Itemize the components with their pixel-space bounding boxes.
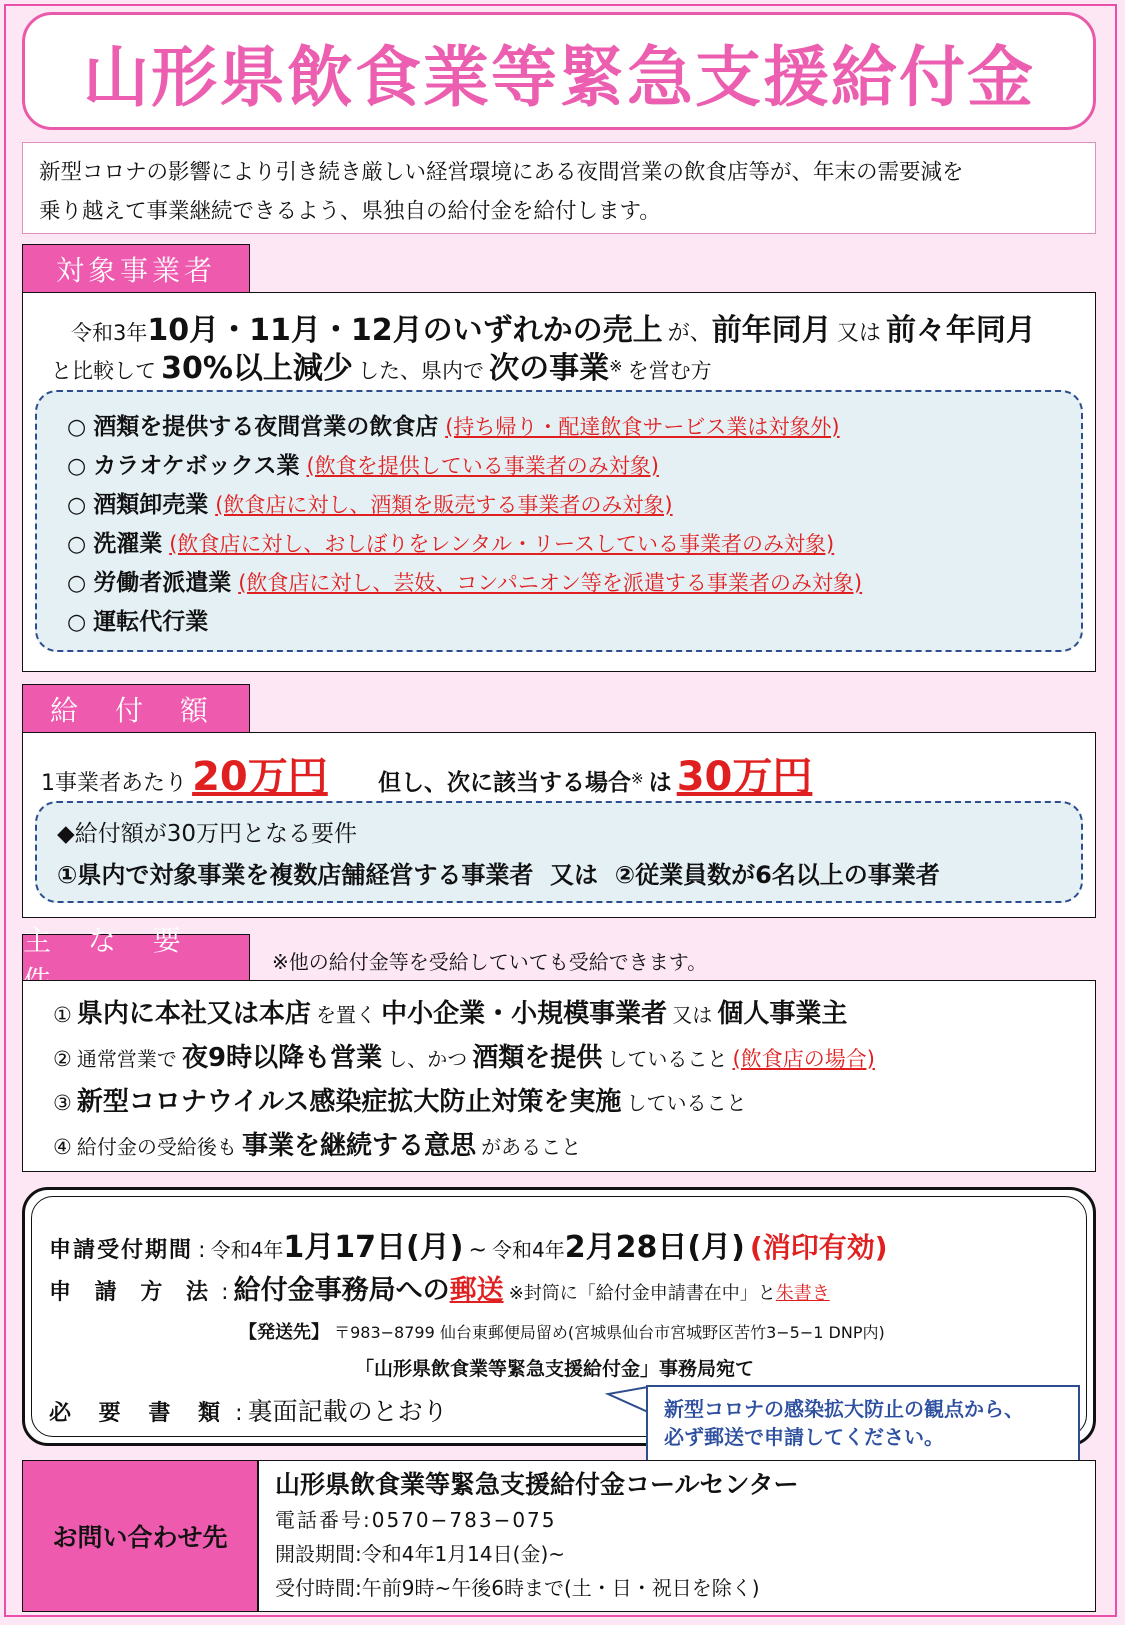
service-hours: 受付時間:午前9時~午後6時まで(土・日・祝日を除く): [275, 1576, 760, 1600]
service-period: 開設期間:令和4年1月14日(金)~: [275, 1542, 565, 1566]
amount-box: [22, 732, 1096, 918]
business-item: ○ カラオケボックス業 (飲食を提供している事業者のみ対象): [67, 453, 659, 479]
shipping-destination: 【発送先】 〒983−8799 仙台東郵便局留め(宮城県仙台市宮城野区苦竹3−5−1 DNP内): [239, 1322, 885, 1343]
contact-label: お問い合わせ先: [22, 1460, 258, 1612]
intro-line-2: 乗り越えて事業継続できるよう、県独自の給付金を給付します。: [39, 199, 661, 224]
business-list: [35, 390, 1083, 652]
application-period: 申請受付期間 : 令和4年1月17日(月) ~ 令和4年2月28日(月) (消印有効): [49, 1230, 888, 1265]
business-item: ○ 労働者派遣業 (飲食店に対し、芸妓、コンパニオン等を派遣する事業者のみ対象): [67, 570, 863, 596]
contact-info: [258, 1460, 1096, 1612]
tab-target: 対象事業者: [22, 244, 250, 294]
page-title: 山形県飲食業等緊急支援給付金: [83, 38, 1035, 116]
target-line-2: と比較して 30%以上減少 した、県内で 次の事業※ を営む方: [51, 351, 712, 386]
requirement-4: ④ 給付金の受給後も 事業を継続する意思 があること: [53, 1131, 582, 1161]
postmark-valid: (消印有効): [749, 1231, 888, 1264]
amount-req-detail: ①県内で対象事業を複数店舗経営する事業者 又は ②従業員数が6名以上の事業者: [57, 861, 940, 889]
addressee: 「山形県飲食業等緊急支援給付金」事務局宛て: [355, 1358, 755, 1380]
requirement-1: ① 県内に本社又は本店 を置く 中小企業・小規模事業者 又は 個人事業主: [53, 999, 848, 1029]
phone-number: 電話番号:0570−783−075: [275, 1508, 557, 1532]
amount-line: 1事業者あたり 20万円 但し、次に該当する場合※ は 30万円: [41, 754, 813, 800]
amount-requirement: [35, 801, 1083, 903]
target-line-1: 令和3年10月・11月・12月のいずれかの売上 が、前年同月 又は 前々年同月: [71, 313, 1036, 348]
amount-base: 20万円: [192, 754, 328, 800]
amount-high: 30万円: [676, 754, 813, 800]
title-banner: [22, 12, 1096, 130]
requirement-3: ③ 新型コロナウイルス感染症拡大防止対策を実施 していること: [53, 1087, 747, 1117]
business-item: ○ 酒類卸売業 (飲食店に対し、酒類を販売する事業者のみ対象): [67, 492, 673, 518]
intro-line-1: 新型コロナの影響により引き続き厳しい経営環境にある夜間営業の飲食店等が、年末の需要減を: [39, 160, 964, 185]
requirements-box: [22, 980, 1096, 1172]
callout-note: 新型コロナの感染拡大防止の観点から、 必ず郵送で申請してください。: [646, 1385, 1080, 1462]
business-item: ○ 洗濯業 (飲食店に対し、おしぼりをレンタル・リースしている事業者のみ対象): [67, 531, 835, 557]
application-method: 申 請 方 法 : 給付金事務局への郵送 ※封筒に「給付金申請書在中」と朱書き: [49, 1275, 830, 1306]
required-documents: 必 要 書 類 : 裏面記載のとおり: [49, 1397, 448, 1426]
business-item: ○ 酒類を提供する夜間営業の飲食店 (持ち帰り・配達飲食サービス業は対象外): [67, 414, 840, 440]
target-box: [22, 292, 1096, 672]
tab-amount: 給 付 額: [22, 684, 250, 734]
intro-text: [22, 142, 1096, 234]
amount-req-title: ◆給付額が30万円となる要件: [57, 821, 357, 847]
requirements-note: ※他の給付金等を受給していても受給できます。: [272, 950, 708, 974]
business-item: ○ 運転代行業: [67, 609, 209, 635]
requirement-2: ② 通常営業で 夜9時以降も営業 し、かつ 酒類を提供 していること (飲食店の場合): [53, 1043, 875, 1073]
call-center-name: 山形県飲食業等緊急支援給付金コールセンター: [275, 1470, 799, 1499]
tab-requirements: 主 な 要: [22, 934, 250, 984]
